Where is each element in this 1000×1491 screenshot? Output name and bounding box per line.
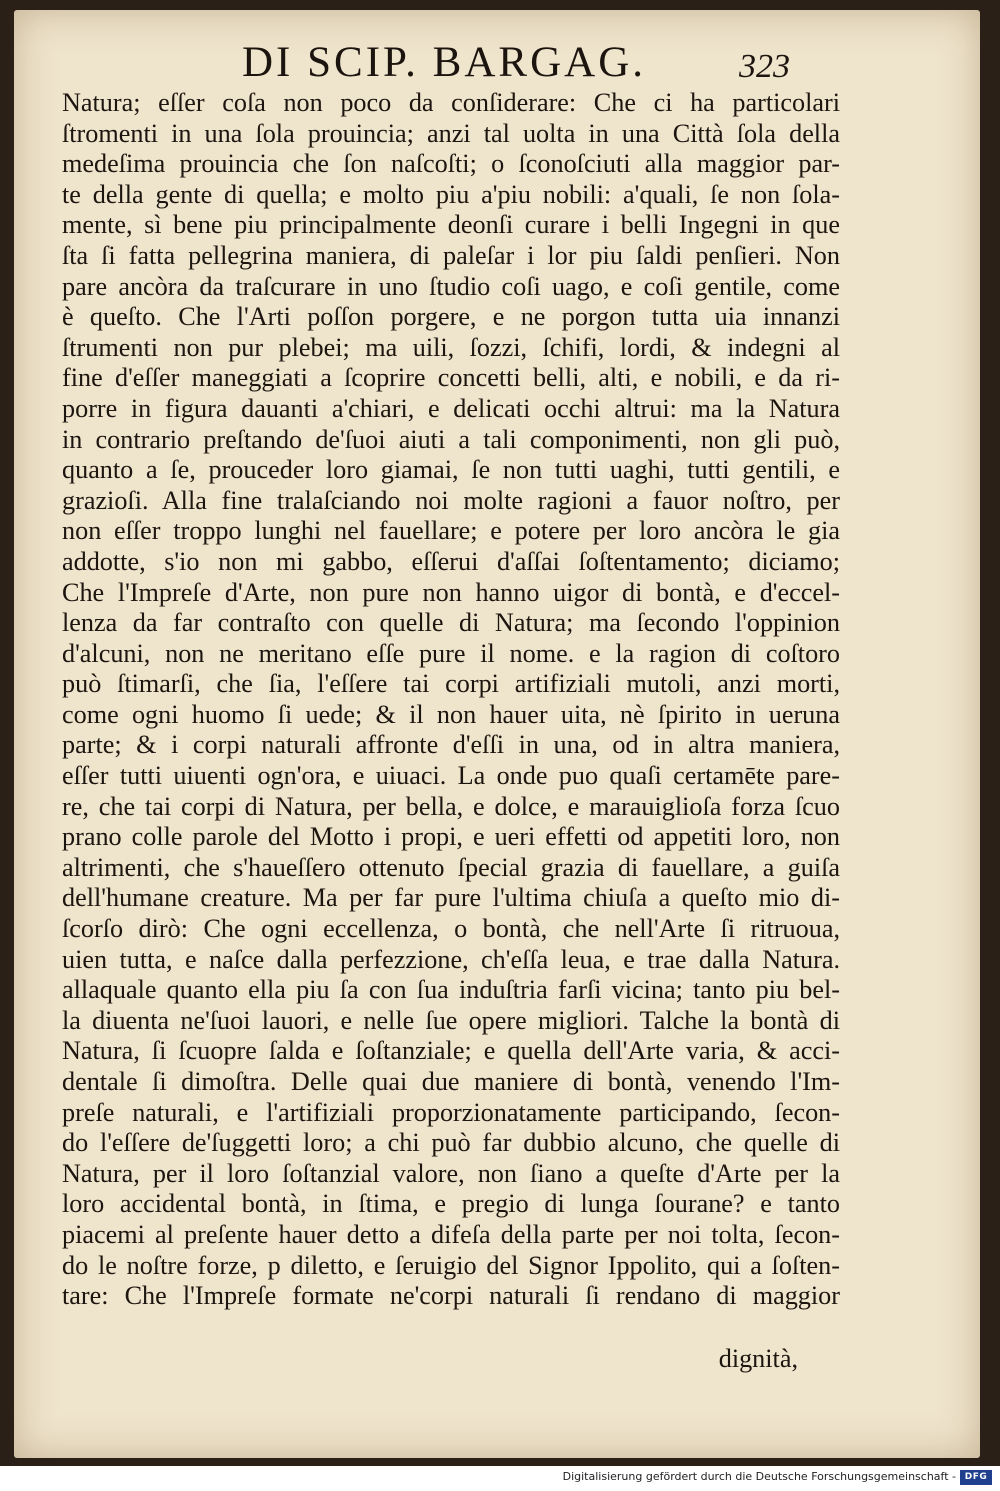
text-line: grazioſi. Alla fine tralaſciando noi molte ragioni a fauor noſtro, per [62,485,840,515]
text-line: in contrario preſtando de'ſuoi aiuti a tali componimenti, non gli può, [62,424,840,454]
text-line: quanto a ſe, prouceder loro giamai, ſe non tutti uaghi, tutti gentili, e [62,455,840,485]
text-line: d'alcuni, non ne meritano eſſe pure il nome. e la ragion di coſtoro [62,638,840,668]
footer-credit: Digitalisierung gefördert durch die Deutsche Forschungsgemeinschaft - [562,1470,956,1483]
page-header [14,38,980,88]
text-line: altrimenti, che s'haueſſero ottenuto ſpecial grazia di fauellare, a guiſa [62,852,840,882]
book-page [14,10,980,1458]
page-number: 323 [739,48,790,85]
text-line: lenza da far contraſto con quelle di Natura; ma ſecondo l'oppinion [62,608,840,638]
text-line: ſcorſo dirò: Che ogni eccellenza, o bontà, che nell'Arte ſi ritruoua, [62,914,840,944]
text-line: allaquale quanto ella piu ſa con ſua induſtria farſi vicina; tanto piu bel- [62,975,840,1005]
text-lines [62,88,840,1312]
text-line: ſtromenti in una ſola prouincia; anzi tal uolta in una Città ſola della [62,118,840,148]
text-line: addotte, s'io non mi gabbo, eſſerui d'aſſai ſoſtentamento; diciamo; [62,546,840,576]
text-line: è queſto. Che l'Arti poſſon porgere, e ne porgon tutta uia innanzi [62,302,840,332]
text-line: prano colle parole del Motto i propi, e ueri effetti od appetiti loro, non [62,822,840,852]
text-line: dell'humane creature. Ma per far pure l'ultima chiuſa a queſto mio di- [62,883,840,913]
text-line: Che l'Impreſe d'Arte, non pure non hanno uigor di bontà, e d'eccel- [62,577,840,607]
text-line: tare: Che l'Impreſe formate ne'corpi naturali ſi rendano di maggior [62,1281,840,1311]
text-line: loro accidental bontà, in ſtima, e pregio di lunga ſourane? e tanto [62,1189,840,1219]
text-line: uien tutta, e naſce dalla perfezzione, ch'eſſa leua, e trae dalla Natura. [62,944,840,974]
text-line: Natura, ſi ſcuopre ſalda e ſoſtanziale; e quella dell'Arte varia, & acci- [62,1036,840,1066]
text-line: ſta ſi fatta pellegrina maniera, di paleſar i lor piu ſaldi penſieri. Non [62,240,840,270]
text-line: do l'eſſere de'ſuggetti loro; a chi può far dubbio alcuno, che quelle di [62,1128,840,1158]
text-line: preſe naturali, e l'artifiziali proporzionatamente participando, ſecon- [62,1097,840,1127]
text-line: te della gente di quella; e molto piu a'piu nobili: a'quali, ſe non ſola- [62,179,840,209]
text-line: eſſer tutti uiuenti ogn'ora, e uiuaci. La onde puo quaſi certamēte pare- [62,761,840,791]
text-line: può ſtimarſi, che ſia, l'eſſere tai corpi artifiziali mutoli, anzi morti, [62,669,840,699]
text-line: pare ancòra da traſcurare in uno ſtudio coſi uago, e coſi gentile, come [62,271,840,301]
text-line: fine d'eſſer maneggiati a ſcoprire concetti belli, alti, e nobili, e da ri- [62,363,840,393]
text-line: medeſima prouincia che ſon naſcoſti; o ſconoſciuti alla maggior par- [62,149,840,179]
text-line: Natura; eſſer coſa non poco da conſiderare: Che ci ha particolari [62,88,840,117]
text-line: piacemi al preſente hauer detto a difeſa della parte per noi tolta, ſecon- [62,1219,840,1249]
body-text [62,88,840,1373]
text-line: do le noſtre forze, p diletto, e ſeruigio del Signor Ippolito, qui a ſoſten- [62,1250,840,1280]
text-line: porre in figura dauanti a'chiari, e delicati occhi altrui: ma la Natura [62,393,840,423]
text-line: ſtrumenti non pur plebei; ma uili, ſozzi, ſchifi, lordi, & indegni al [62,332,840,362]
text-line: Natura, per il loro ſoſtanzial valore, non ſiano a queſte d'Arte per la [62,1158,840,1188]
text-line: la diuenta ne'ſuoi lauori, e nelle ſue opere migliori. Talche la bontà di [62,1005,840,1035]
text-line: come ogni huomo ſi uede; & il non hauer uita, nè ſpirito in ueruna [62,699,840,729]
text-line: mente, sì bene piu principalmente deonſi curare i belli Ingegni in que [62,210,840,240]
running-head: DI SCIP. BARGAG. [242,39,647,86]
text-line: non eſſer troppo lunghi nel fauellare; e potere per loro ancòra le gia [62,516,840,546]
footer-bar [0,1466,1000,1491]
catchword: dignità, [718,1344,798,1373]
text-line: parte; & i corpi naturali affronte d'eſſi in una, od in altra maniera, [62,730,840,760]
text-line: re, che tai corpi di Natura, per bella, e dolce, e marauiglioſa forza ſcuo [62,791,840,821]
dfg-logo: DFG [960,1470,992,1485]
text-line: dentale ſi dimoſtra. Delle quai due maniere di bontà, venendo l'Im- [62,1067,840,1096]
